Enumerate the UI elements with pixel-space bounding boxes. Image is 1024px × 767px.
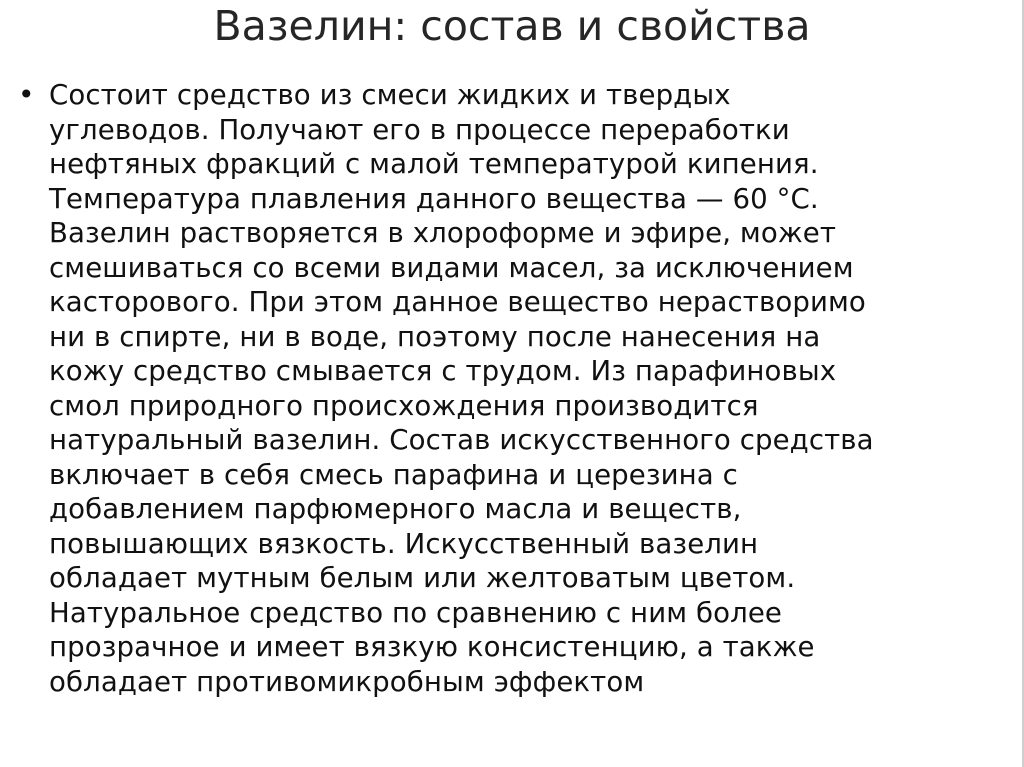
bullet-paragraph xyxy=(49,78,988,699)
slide-title: Вазелин: состав и свойства xyxy=(213,2,811,50)
paragraph-line: обладает противомикробным эффектом xyxy=(49,664,645,698)
slide-body xyxy=(18,78,988,699)
paragraph-line: кожу средство смывается с трудом. Из парафиновых xyxy=(49,354,837,387)
paragraph-line: повышающих вязкость. Искусственный вазелин xyxy=(49,526,759,560)
paragraph-line: ни в спирте, ни в воде, поэтому после нанесения на xyxy=(49,319,821,353)
paragraph-line: обладает мутным белым или желтоватым цветом. xyxy=(49,561,796,594)
bullet-marker: • xyxy=(18,78,35,111)
paragraph-line: касторового. При этом данное вещество нерастворимо xyxy=(49,285,866,318)
paragraph-line: Натуральное средство по сравнению с ним более xyxy=(49,595,782,629)
paragraph-line: смешиваться со всеми видами масел, за исключением xyxy=(49,250,854,284)
paragraph-line: углеводов. Получают его в процессе переработки xyxy=(49,112,790,146)
paragraph-line: включает в себя смесь парафина и церезина с xyxy=(49,457,738,491)
paragraph-line: прозрачное и имеет вязкую консистенцию, а также xyxy=(49,630,815,663)
paragraph-line: Состоит средство из смеси жидких и твердых xyxy=(49,78,731,111)
paragraph-line: Вазелин растворяется в хлороформе и эфире, может xyxy=(49,216,837,249)
paragraph-line: нефтяных фракций с малой температурой кипения. xyxy=(49,147,819,180)
paragraph-line: смол природного происхождения производится xyxy=(49,388,759,422)
bullet-item xyxy=(18,78,988,699)
paragraph-line: натуральный вазелин. Состав искусственного средства xyxy=(49,423,874,456)
paragraph-line: добавлением парфюмерного масла и веществ, xyxy=(49,492,742,525)
paragraph-line: Температура плавления данного вещества — 60 °С. xyxy=(49,181,819,215)
